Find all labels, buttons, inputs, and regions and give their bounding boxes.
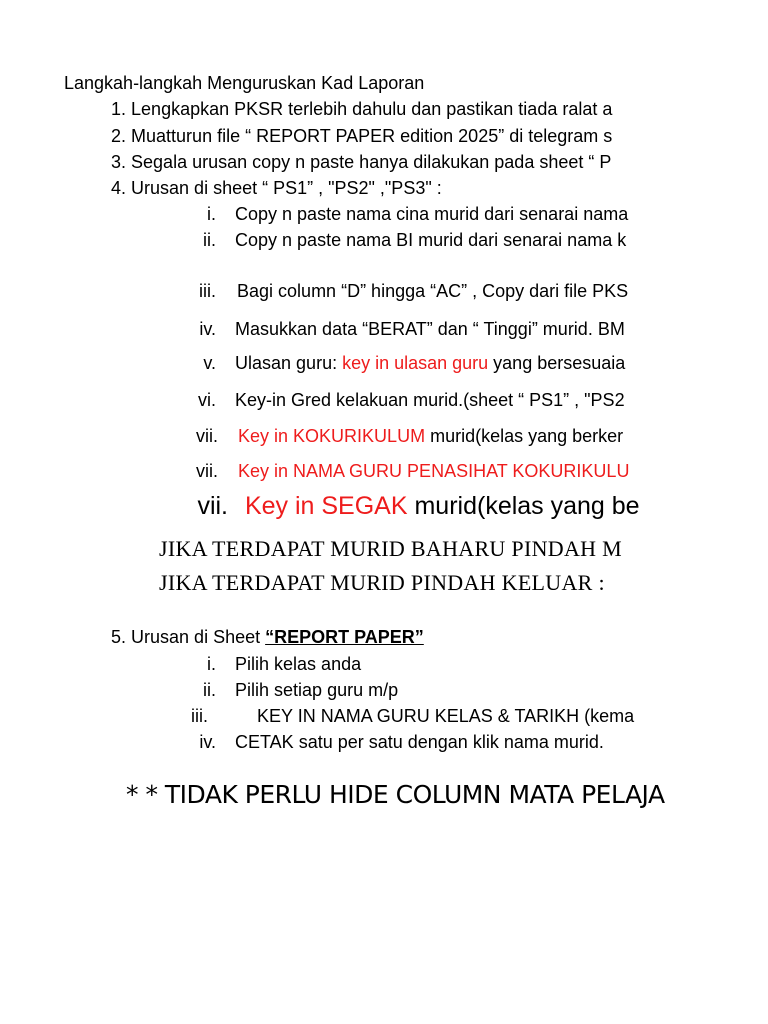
sub-step-text: Copy n paste nama cina murid dari senarai nama xyxy=(235,204,629,224)
step-number: 2. xyxy=(111,126,127,146)
sub-step-5-iii xyxy=(170,707,634,725)
sub-step-text: Ulasan guru: xyxy=(235,353,343,373)
footer-note: * * TIDAK PERLU HIDE COLUMN MATA PELAJA xyxy=(126,780,665,809)
step-text: Muatturun file “ REPORT PAPER edition 2025” di telegram s xyxy=(131,126,613,146)
sub-step-text: Key-in Gred kelakuan murid.(sheet “ PS1” , "PS2 xyxy=(235,390,625,410)
sub-step-text: Pilih setiap guru m/p xyxy=(235,680,399,700)
sub-step-number: iii. xyxy=(191,706,208,726)
sub-step-5-i xyxy=(170,655,361,673)
sub-step-text-rest: yang bersesuaia xyxy=(488,353,626,373)
sub-step-4-v xyxy=(170,354,625,372)
sub-step-number: i. xyxy=(207,204,216,224)
step-3 xyxy=(111,153,611,171)
step-4 xyxy=(111,179,442,197)
sub-step-5-ii xyxy=(170,681,398,699)
highlight-text: Key in NAMA GURU PENASIHAT KOKURIKULU xyxy=(238,461,630,481)
page-title: Langkah-langkah Menguruskan Kad Laporan xyxy=(64,73,425,93)
sub-step-number: iv. xyxy=(199,319,216,339)
step-number: 3. xyxy=(111,152,127,172)
sub-step-4-vii-guru-penasihat xyxy=(170,462,629,480)
sub-step-4-ii xyxy=(170,231,626,249)
sub-step-number: iv. xyxy=(199,732,216,752)
step-1 xyxy=(111,100,612,118)
step-text: Lengkapkan PKSR terlebih dahulu dan pastikan tiada ralat a xyxy=(131,99,613,119)
step-text: Segala urusan copy n paste hanya dilakukan pada sheet “ P xyxy=(131,152,612,172)
highlight-text: key in ulasan guru xyxy=(342,353,489,373)
sub-step-number: vii. xyxy=(196,461,218,481)
sub-step-4-i xyxy=(170,205,628,223)
note-murid-baharu: JIKA TERDAPAT MURID BAHARU PINDAH M xyxy=(159,536,622,561)
sub-step-number: vii. xyxy=(196,426,218,446)
sub-step-number: i. xyxy=(207,654,216,674)
step-number: 5. xyxy=(111,627,127,647)
sub-step-4-iv xyxy=(170,320,625,338)
sub-step-number: iii. xyxy=(199,281,216,301)
sub-step-number: vi. xyxy=(198,390,216,410)
sub-step-text: Bagi column “D” hingga “AC” , Copy dari file PKS xyxy=(237,281,629,301)
step-number: 4. xyxy=(111,178,127,198)
sub-step-number: v. xyxy=(203,353,216,373)
sub-step-4-iii xyxy=(170,282,628,300)
sub-step-4-vi xyxy=(170,391,625,409)
highlight-text: Key in KOKURIKULUM xyxy=(238,426,426,446)
step-text: Urusan di Sheet xyxy=(131,627,266,647)
sub-step-number: ii. xyxy=(203,230,216,250)
sub-step-text-rest: murid(kelas yang be xyxy=(407,492,640,520)
sub-step-number: vii. xyxy=(197,492,228,520)
step-5 xyxy=(111,628,424,646)
highlight-text: Key in SEGAK xyxy=(244,492,408,520)
sub-step-text-rest: murid(kelas yang berker xyxy=(425,426,624,446)
sheet-name: “REPORT PAPER” xyxy=(265,627,424,647)
sub-step-text: Masukkan data “BERAT” dan “ Tinggi” murid. BM xyxy=(235,319,625,339)
sub-step-text: KEY IN NAMA GURU KELAS & TARIKH (kema xyxy=(257,706,635,726)
step-number: 1. xyxy=(111,99,127,119)
sub-step-text: Copy n paste nama BI murid dari senarai nama k xyxy=(235,230,627,250)
note-murid-pindah-keluar: JIKA TERDAPAT MURID PINDAH KELUAR : xyxy=(159,570,605,595)
sub-step-5-iv xyxy=(170,733,604,751)
sub-step-text: Pilih kelas anda xyxy=(235,654,362,674)
sub-step-4-vii-segak xyxy=(170,494,640,519)
sub-step-number: ii. xyxy=(203,680,216,700)
sub-step-text: CETAK satu per satu dengan klik nama murid. xyxy=(235,732,604,752)
sub-step-4-vii-kokurikulum xyxy=(170,427,623,445)
step-2 xyxy=(111,127,612,145)
step-text: Urusan di sheet “ PS1” , "PS2" ,"PS3" : xyxy=(131,178,442,198)
